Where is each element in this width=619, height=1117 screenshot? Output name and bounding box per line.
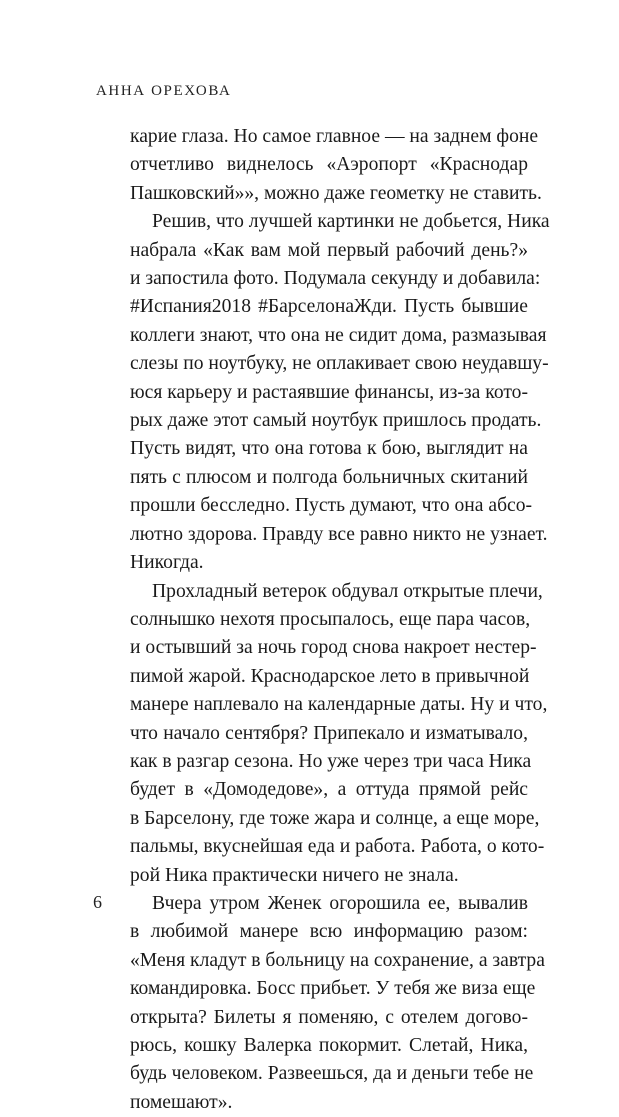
text-line: пять с плюсом и полгода больничных скитаний [130, 466, 528, 488]
text-line: Вчера утром Женек огорошила ее, вывалив [152, 892, 528, 914]
text-line: манере наплевало на календарные даты. Ну и что, [130, 694, 548, 716]
text-line: и остывший за ночь город снова накроет нестер- [130, 637, 537, 659]
text-line: рюсь, кошку Валерка покормит. Слетай, Ника, [130, 1035, 528, 1056]
text-line: Пусть видят, что она готова к бою, выглядит на [130, 438, 528, 460]
text-line: карие глаза. Но самое главное — на заднем фоне [130, 126, 539, 147]
text-line: что начало сентября? Припекало и изматывало, [130, 722, 528, 744]
text-line: Прохладный ветерок обдувал открытые плечи, [152, 580, 543, 602]
text-line: рых даже этот самый ноутбук пришлось продать. [130, 410, 542, 432]
body-text [130, 123, 550, 1117]
text-line: в любимой манере всю информацию разом: [130, 921, 528, 943]
text-line: лютно здорова. Правду все равно никто не узнает. [130, 523, 548, 545]
text-line: отчетливо виднелось «Аэропорт «Краснодар [130, 154, 528, 176]
text-line: открыта? Билеты я поменяю, с отелем догово- [130, 1006, 528, 1028]
page-number: 6 [93, 892, 102, 912]
text-line: солнышко нехотя просыпалось, еще пара часов, [130, 608, 531, 630]
text-line: юся карьеру и растаявшие финансы, из-за кото- [130, 381, 528, 403]
text-line: помешают». [130, 1091, 233, 1113]
text-line: Пашковский»», можно даже геометку не ставить. [130, 182, 542, 204]
text-line: «Меня кладут в больницу на сохранение, а завтра [130, 949, 545, 971]
text-line: как в разгар сезона. Но уже через три часа Ника [130, 750, 532, 772]
text-line: прошли бесследно. Пусть думают, что она абсо- [130, 495, 533, 517]
text-line: будь человеком. Развеешься, да и деньги тебе не [130, 1063, 534, 1085]
text-line: #Испания2018 #БарселонаЖди. Пусть бывшие [130, 296, 528, 318]
text-line: командировка. Босс прибьет. У тебя же виза еще [130, 978, 536, 1000]
text-line: коллеги знают, что она не сидит дома, размазывая [130, 324, 547, 346]
text-line: будет в «Домодедове», а оттуда прямой рейс [130, 779, 528, 801]
text-line: слезы по ноутбуку, не оплакивает свою неудавшу- [130, 353, 549, 375]
text-line: пимой жарой. Краснодарское лето в привычной [130, 665, 530, 687]
text-line: набрала «Как вам мой первый рабочий день?» [130, 239, 528, 261]
text-line: рой Ника практически ничего не знала. [130, 864, 459, 886]
text-line: пальмы, вкуснейшая еда и работа. Работа, о кото- [130, 836, 545, 858]
text-line: Никогда. [130, 552, 204, 574]
text-line: в Барселону, где тоже жара и солнце, а еще море, [130, 807, 540, 829]
running-header: АННА ОРЕХОВА [96, 83, 232, 99]
text-line: Решив, что лучшей картинки не добьется, Ника [152, 211, 550, 233]
text-line: и запостила фото. Подумала секунду и добавила: [130, 268, 541, 290]
